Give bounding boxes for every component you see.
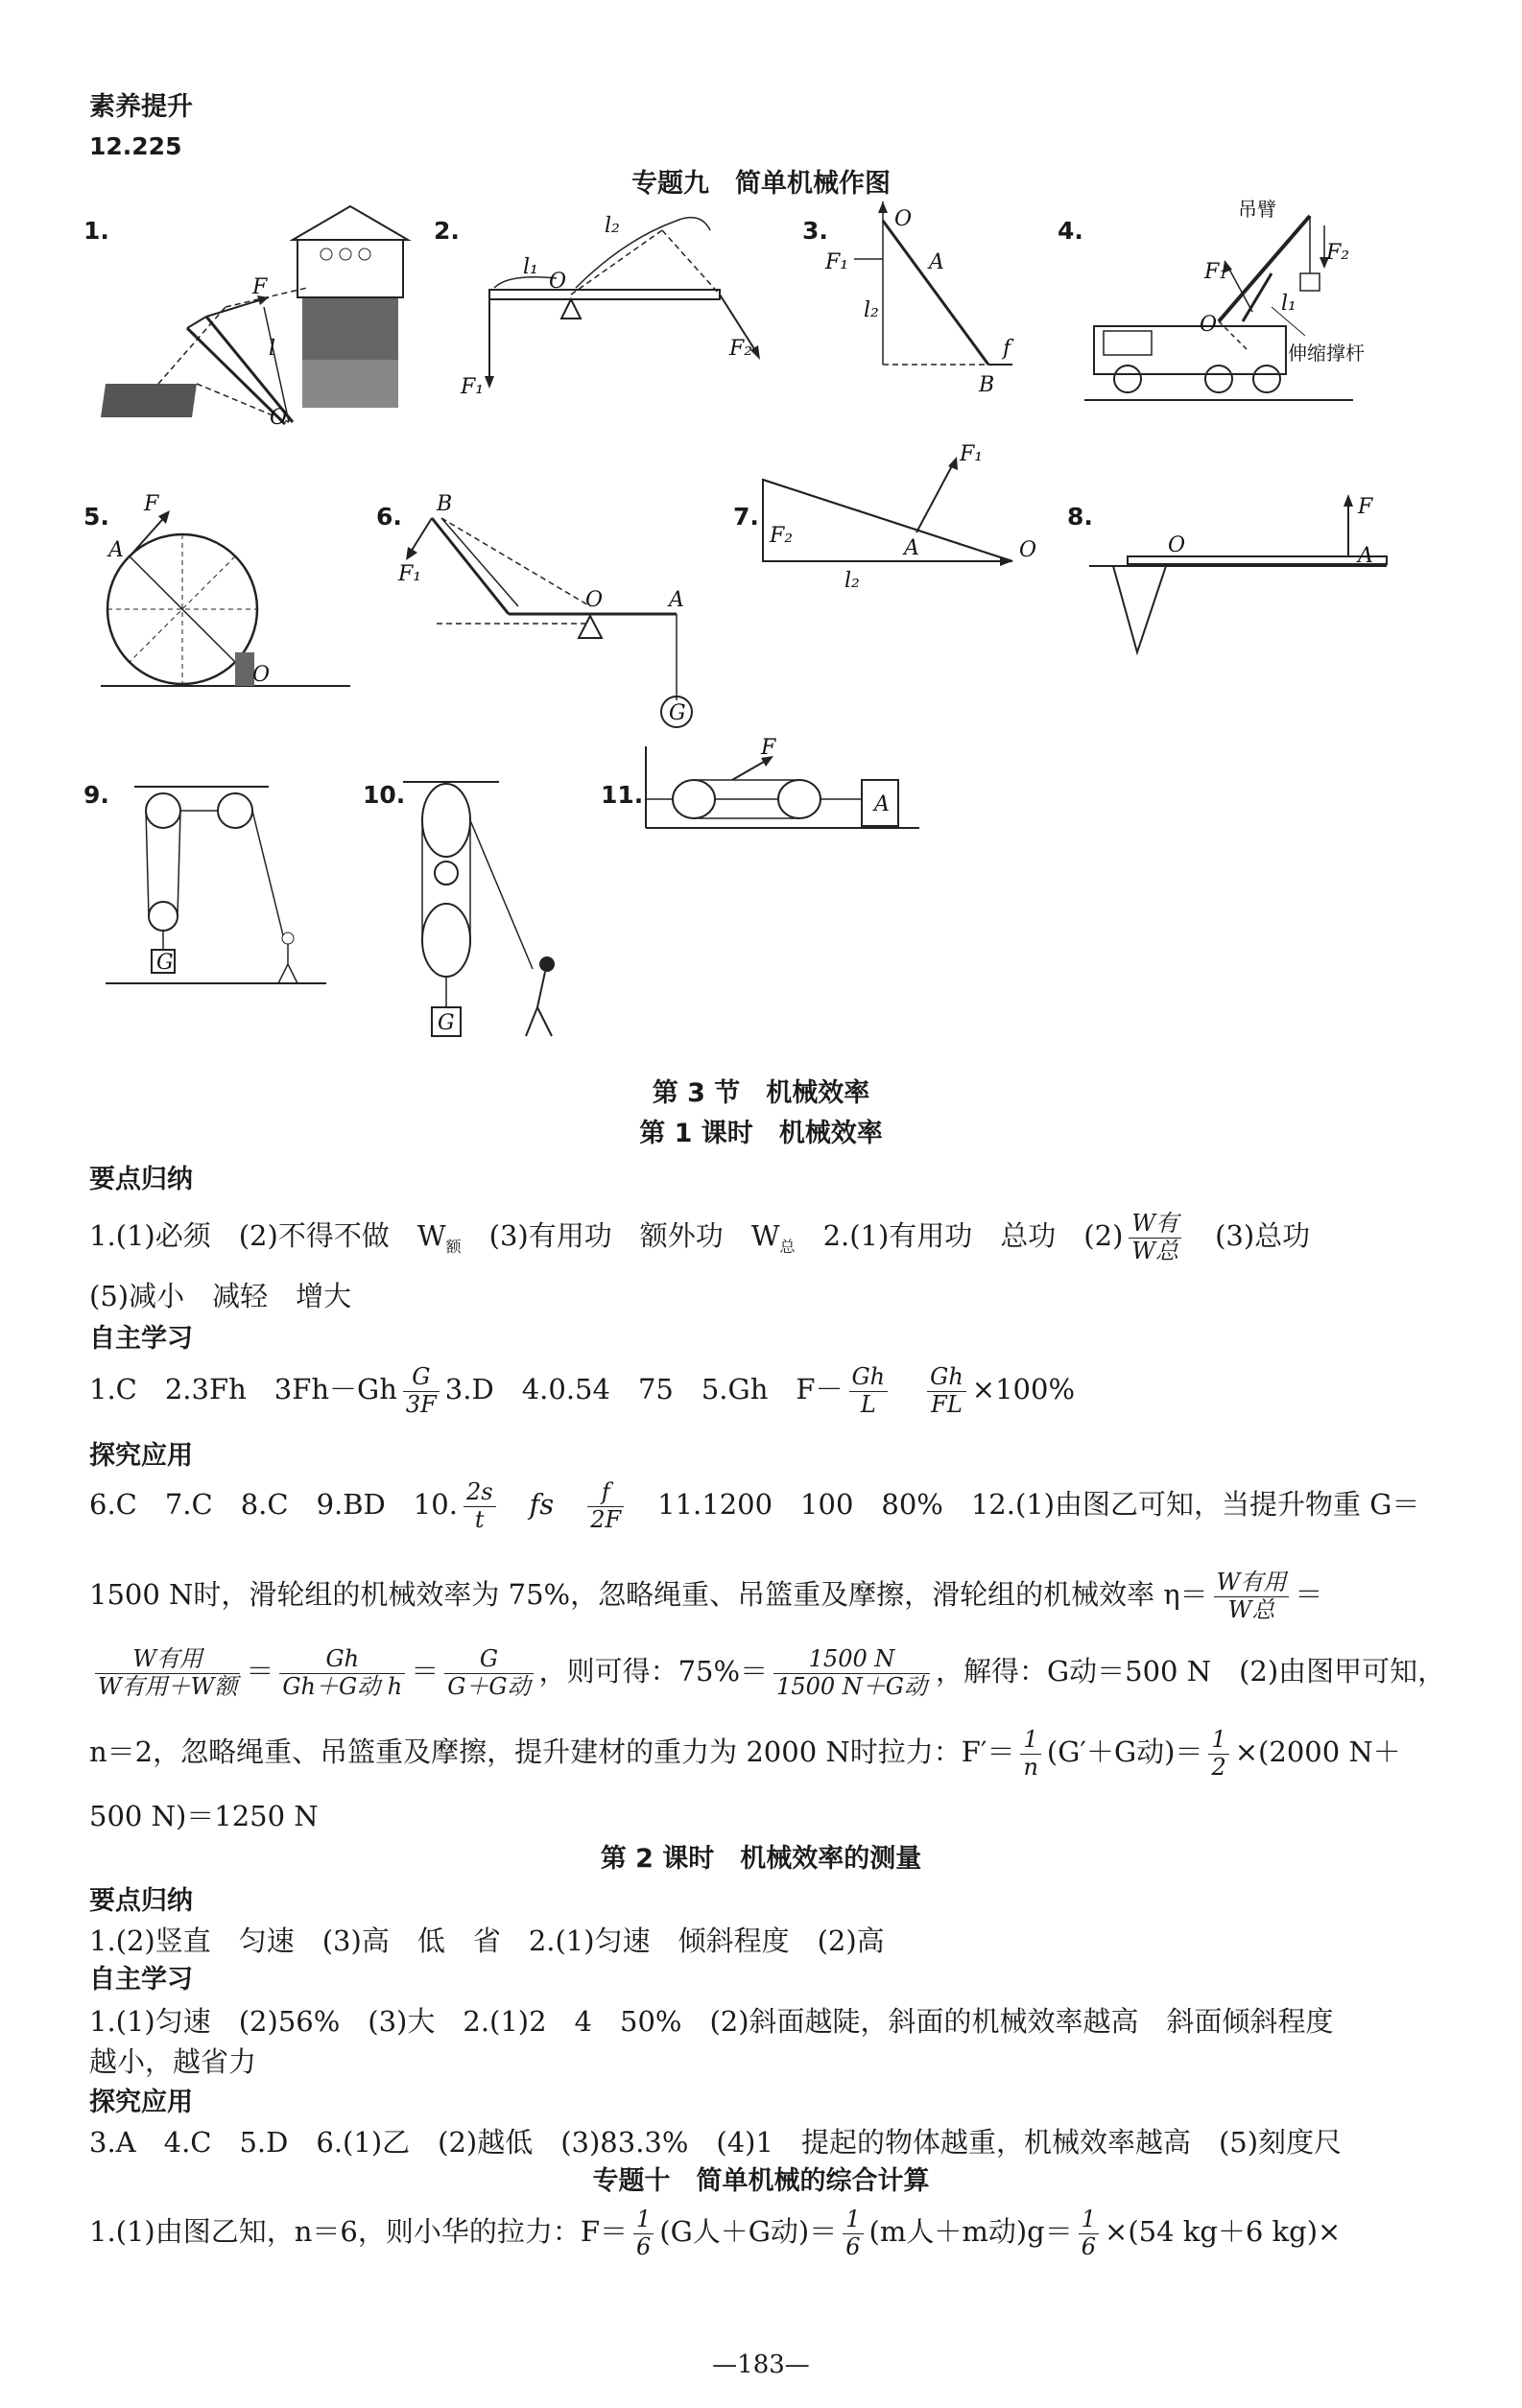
label-F: F bbox=[761, 736, 776, 760]
heading-self-study-2: 自主学习 bbox=[89, 1965, 193, 1995]
label-crane-arm: 吊臂 bbox=[1238, 198, 1276, 221]
label-O: O bbox=[894, 207, 913, 231]
label-F: F bbox=[252, 275, 268, 299]
label-O: O bbox=[270, 406, 288, 430]
lesson1-keypoints-line1: 1.(1)必须 (2)不得不做 $W_额$ (3)有用功 额外功 $W_总$ 2.(1)有用功 总功 (2) $\frac{\text{W有}}{\text{W总}}$ (3)总功 bbox=[89, 1210, 1311, 1264]
label-F1: F₁ bbox=[398, 562, 422, 586]
figure-3-rod bbox=[816, 201, 1027, 416]
section-heading-suyang: 素养提升 bbox=[89, 92, 193, 122]
lesson1-title: 第 1 课时 机械效率 bbox=[639, 1119, 883, 1148]
heading-key-points-1: 要点归纳 bbox=[89, 1165, 193, 1194]
fig-number-11: 11. bbox=[601, 781, 644, 809]
lesson2-keypoints-line: 1.(2)竖直 匀速 (3)高 低 省 2.(1)匀速 倾斜程度 (2)高 bbox=[89, 1924, 885, 1957]
topic10-title: 专题十 简单机械的综合计算 bbox=[592, 2166, 930, 2196]
figure-5-wheel bbox=[101, 489, 360, 704]
lesson1-inquiry-line3: $\frac{\text{W有用}}{\text{W有用＋W额}}$ ＝ $\frac{Gh}{\text{Gh＋G动 h}}$ ＝ $\frac{G}{\text{G＋G动}}$ ，则可得：75%＝ $\frac{1500 N}{\text{1500 N＋G动}}$ ，解得：G动＝500 N (2)由图甲可知， bbox=[89, 1646, 1445, 1700]
lesson1-inquiry-line2: 1500 N时，滑轮组的机械效率为 75%，忽略绳重、吊篮重及摩擦，滑轮组的机械效率 η＝ $\frac{\text{W有用}}{\text{W总}}$ ＝ bbox=[89, 1569, 1323, 1623]
figure-10-pulleys bbox=[393, 777, 585, 1069]
figure-1-well-lever bbox=[101, 201, 408, 436]
label-O: O bbox=[1200, 313, 1218, 337]
label-A: A bbox=[1358, 544, 1373, 568]
fraction-w-useful-over-total: $\frac{\text{W有}}{\text{W总}}$ bbox=[1129, 1211, 1181, 1264]
lesson2-inquiry-line: 3.A 4.C 5.D 6.(1)乙 (2)越低 (3)83.3% (4)1 提起的物体越重，机械效率越高 (5)刻度尺 bbox=[89, 2126, 1343, 2159]
fig-number-3: 3. bbox=[802, 217, 828, 245]
page-number: —183— bbox=[712, 2350, 810, 2379]
topic9-title: 专题九 简单机械作图 bbox=[631, 169, 891, 199]
fig-number-2: 2. bbox=[434, 217, 460, 245]
label-F2: F₂ bbox=[770, 524, 794, 548]
label-G: G bbox=[438, 1011, 455, 1035]
label-B: B bbox=[979, 373, 995, 397]
fig-number-7: 7. bbox=[733, 503, 759, 531]
label-l2: l₂ bbox=[605, 214, 620, 238]
topic10-line1: 1.(1)由图乙知，n＝6，则小华的拉力：F＝ $\frac{1}{6}$ (G人＋G动)＝ $\frac{1}{6}$ (m人＋m动)g＝ $\frac{1}{6}$ ×(54 kg＋6 kg)× bbox=[89, 2206, 1342, 2260]
label-B: B bbox=[437, 492, 453, 516]
heading-self-study-1: 自主学习 bbox=[89, 1324, 193, 1354]
label-l2: l₂ bbox=[844, 569, 860, 593]
label-F: F bbox=[144, 492, 159, 516]
heading-inquiry-1: 探究应用 bbox=[89, 1441, 193, 1471]
lesson1-inquiry-line1: 6.C 7.C 8.C 9.BD 10. $\frac{2s}{t}$ fs $\frac{f}{2F}$ 11.1200 100 80% 12.(1)由图乙可知，当提升物重 G＝ bbox=[89, 1478, 1420, 1533]
figure-9-pulleys bbox=[106, 777, 336, 992]
fig-number-5: 5. bbox=[83, 503, 109, 531]
lesson1-inquiry-line4: n＝2，忽略绳重、吊篮重及摩擦，提升建材的重力为 2000 N时拉力：F′＝ $\frac{1}{n}$ (G′＋G动)＝ $\frac{1}{2}$ ×(2000 N＋ bbox=[89, 1726, 1401, 1781]
label-F2: F₂ bbox=[729, 337, 753, 361]
label-A: A bbox=[108, 538, 124, 562]
figure-7-triangle-lever bbox=[749, 422, 1056, 618]
label-A: A bbox=[669, 588, 684, 612]
label-l2: l₂ bbox=[864, 298, 879, 322]
label-A: A bbox=[874, 792, 890, 816]
label-O: O bbox=[1168, 533, 1186, 557]
section3-title: 第 3 节 机械效率 bbox=[652, 1078, 870, 1108]
label-A: A bbox=[904, 536, 919, 560]
fig-number-4: 4. bbox=[1058, 217, 1083, 245]
fig-number-10: 10. bbox=[363, 781, 406, 809]
fig-number-1: 1. bbox=[83, 217, 109, 245]
label-telescopic-rod: 伸缩撑杆 bbox=[1288, 342, 1365, 365]
figure-8-plank bbox=[1089, 489, 1396, 666]
figure-2-lever bbox=[451, 201, 777, 416]
fig-number-6: 6. bbox=[376, 503, 402, 531]
lesson2-title: 第 2 课时 机械效率的测量 bbox=[600, 1844, 922, 1874]
label-F: F bbox=[1358, 495, 1373, 519]
label-O: O bbox=[585, 588, 604, 612]
label-G: G bbox=[669, 701, 686, 725]
label-F1: F₁ bbox=[825, 250, 849, 274]
lesson2-selfstudy-line2: 越小，越省力 bbox=[89, 2045, 257, 2078]
lesson1-keypoints-line2: (5)减小 减轻 增大 bbox=[89, 1280, 352, 1312]
label-G: G bbox=[156, 951, 174, 975]
figure-6-bent-lever bbox=[398, 489, 705, 743]
label-f: f bbox=[1003, 337, 1011, 361]
lesson2-selfstudy-line1: 1.(1)匀速 (2)56% (3)大 2.(1)2 4 50% (2)斜面越陡，斜面的机械效率越高 斜面倾斜程度 bbox=[89, 2005, 1334, 2038]
fig-number-9: 9. bbox=[83, 781, 109, 809]
figure-11-horizontal-pulleys bbox=[641, 737, 929, 846]
label-A: A bbox=[929, 250, 944, 274]
heading-inquiry-2: 探究应用 bbox=[89, 2088, 193, 2117]
label-l1: l₁ bbox=[1281, 292, 1296, 316]
label-l1: l₁ bbox=[523, 255, 538, 279]
label-O: O bbox=[252, 663, 271, 687]
heading-key-points-2: 要点归纳 bbox=[89, 1886, 193, 1916]
answer-line-12: 12.225 bbox=[89, 132, 182, 160]
lesson1-inquiry-line5: 500 N)＝1250 N bbox=[89, 1800, 319, 1832]
fig-number-8: 8. bbox=[1067, 503, 1093, 531]
label-F1: F₁ bbox=[960, 442, 984, 466]
label-O: O bbox=[1019, 538, 1037, 562]
label-F1: F₁ bbox=[1204, 260, 1228, 284]
figure-4-crane bbox=[1075, 197, 1363, 421]
label-F2: F₂ bbox=[1326, 241, 1350, 265]
lesson1-selfstudy-line: 1.C 2.3Fh 3Fh－Gh $\frac{G}{3F}$ 3.D 4.0.54 75 5.Gh F－ $\frac{Gh}{L}$ $\frac{Gh}{FL}$ ×100% bbox=[89, 1363, 1076, 1418]
label-O: O bbox=[549, 270, 567, 294]
label-F1: F₁ bbox=[461, 375, 485, 399]
label-l: l bbox=[269, 337, 276, 361]
